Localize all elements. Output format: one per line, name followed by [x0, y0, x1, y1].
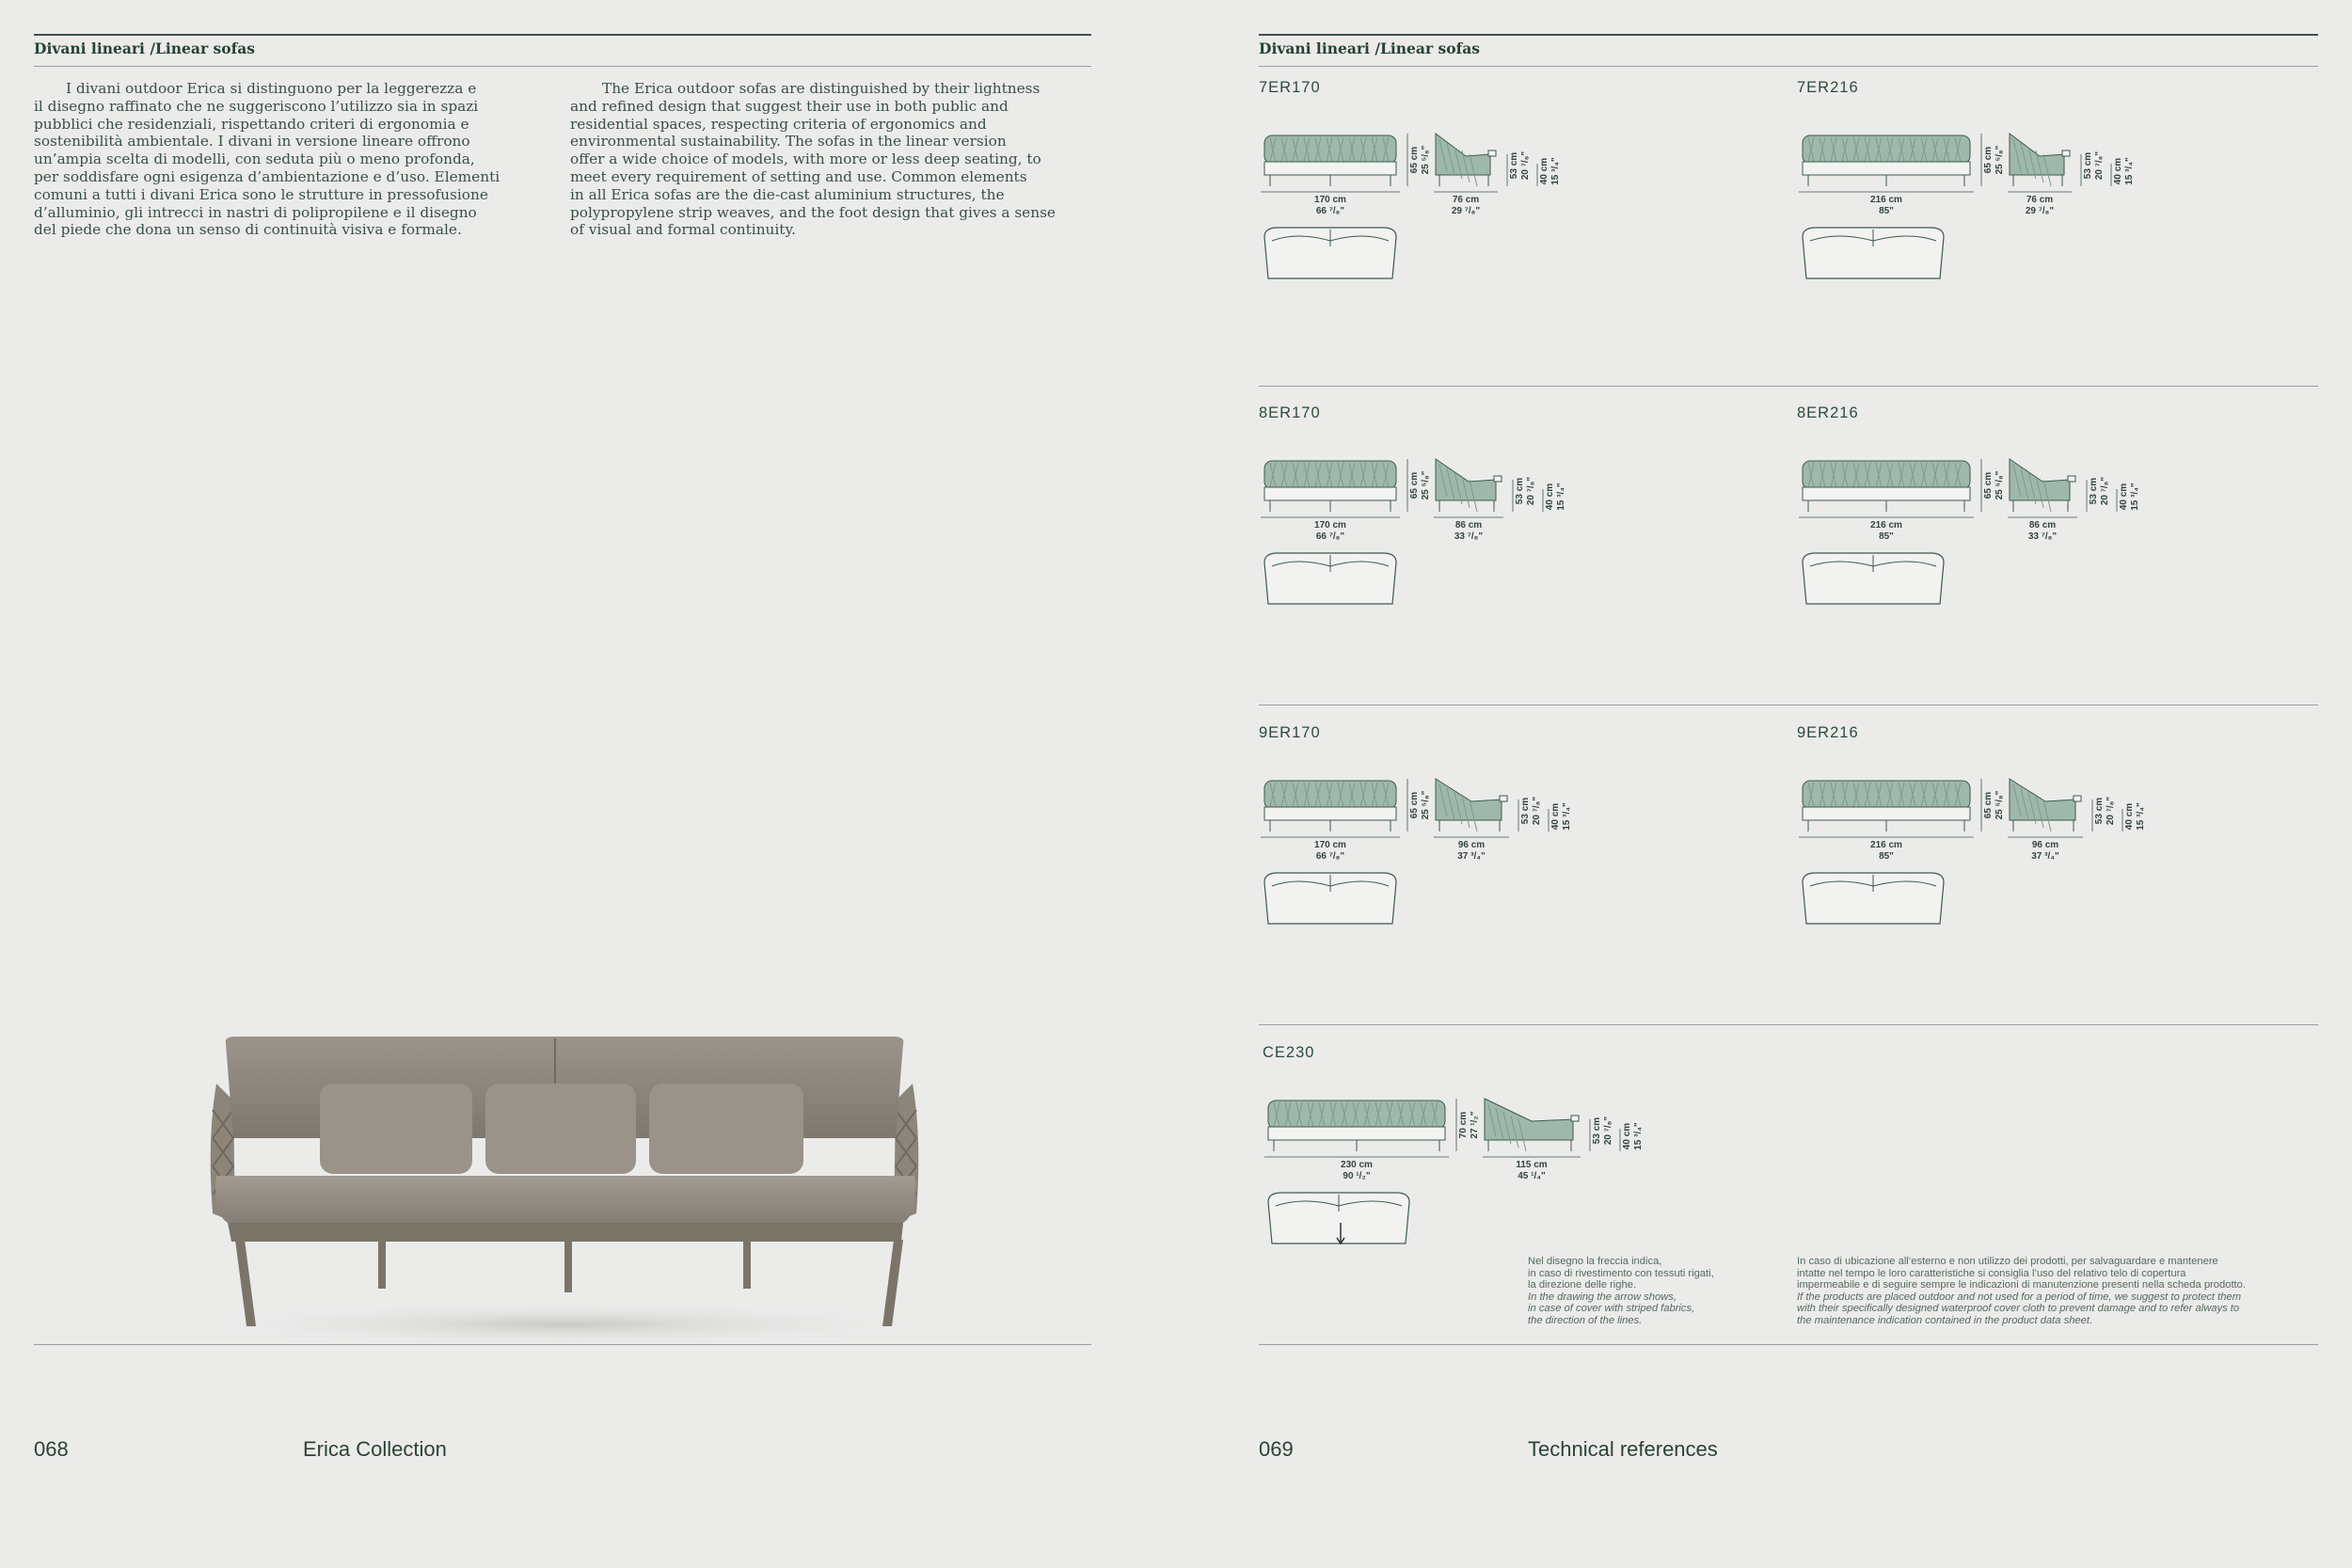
- height-in-label: 25 ⁵/₈": [1421, 790, 1431, 820]
- arm-height-cm-label: 40 cm: [1545, 483, 1555, 511]
- seat-height-in-label: 20 ⁷/₈": [1526, 476, 1536, 506]
- seat-height-cm-label: 53 cm: [2083, 151, 2093, 180]
- height-in-label: 25 ⁵/₈": [1421, 145, 1431, 175]
- depth-in-label: 29 ⁷/₈": [2025, 206, 2055, 216]
- arm-height-in-label: 15 ³/₄": [1633, 1122, 1644, 1150]
- section-title-left: Divani lineari /Linear sofas: [34, 40, 256, 57]
- intro-text-italian: I divani outdoor Erica si distinguono per la leggerezza e il disegno raffinato che ne suggeriscono l’utilizzo sia in spazi pubblici che residenziali, rispettando criteri di ergonomia e sostenibilità ambientale. I divani in versione lineare offrono un’ampia scelta di modelli, con seduta più o meno profonda, per soddisfare ogni esigenza d’ambientazione e d’uso. Elementi comuni a tutti i divani Erica sono le strutture in pressofusione d’alluminio, gli intrecci in nastri di polipropilene e il disegno del piede che dona un senso di continuità visiva e formale.: [34, 80, 501, 239]
- product-code: CE230: [1263, 1044, 1315, 1061]
- row-rule-4: [1259, 1344, 2318, 1345]
- product-technical-drawing: [1259, 105, 1599, 322]
- front-view-back: [1803, 461, 1970, 489]
- width-in-label: 90 ¹/₂": [1343, 1171, 1371, 1181]
- care-note: [1797, 1256, 2324, 1327]
- seat-height-cm-label: 53 cm: [1515, 477, 1525, 505]
- depth-in-label: 29 ⁷/₈": [1451, 206, 1481, 216]
- depth-cm-label: 86 cm: [2028, 520, 2057, 531]
- row-rule-3: [1259, 1024, 2318, 1025]
- width-in-label: 66 ⁷/₈": [1315, 851, 1345, 862]
- height-in-label: 27 ¹/₂": [1470, 1111, 1480, 1139]
- arm-height-in-label: 15 ³/₄": [1556, 483, 1566, 511]
- height-cm-label: 65 cm: [1983, 471, 1994, 499]
- product-block: [1259, 724, 1572, 862]
- title-rule-right: [1259, 66, 2318, 67]
- height-cm-label: 65 cm: [1409, 471, 1420, 499]
- side-view-arm: [2068, 476, 2075, 482]
- product-technical-drawing: [1263, 1070, 1682, 1287]
- height-cm-label: 65 cm: [1983, 791, 1994, 819]
- arrow-note-italian: Nel disegno la freccia indica, in caso di rivestimento con tessuti rigati, la direzione delle righe.: [1528, 1256, 1714, 1291]
- front-view-seat: [1803, 487, 1970, 500]
- top-rule-right: [1259, 34, 2318, 36]
- bottom-rule-left: [34, 1344, 1091, 1345]
- product-technical-drawing: [1797, 431, 2179, 647]
- arm-height-in-label: 15 ³/₄": [2124, 157, 2135, 185]
- page-number-left: 068: [34, 1437, 69, 1461]
- arm-height-in-label: 15 ³/₄": [2136, 802, 2146, 831]
- width-in-label: 66 ⁷/₈": [1315, 206, 1345, 216]
- care-note-english: If the products are placed outdoor and not used for a period of time, we suggest to protect them with their specifically designed waterproof cover cloth to prevent damage and to refer always to the maintenance indication contained in the product data sheet.: [1797, 1291, 2242, 1326]
- depth-cm-label: 96 cm: [2031, 840, 2059, 850]
- product-code: 9ER170: [1259, 724, 1321, 741]
- depth-in-label: 33 ⁷/₈": [1454, 531, 1484, 542]
- depth-cm-label: 96 cm: [1457, 840, 1486, 850]
- width-cm-label: 170 cm: [1314, 195, 1346, 205]
- product-code: 8ER216: [1797, 404, 1859, 421]
- front-view-seat: [1803, 162, 1970, 175]
- depth-cm-label: 86 cm: [1454, 520, 1483, 531]
- arm-height-cm-label: 40 cm: [2119, 483, 2129, 511]
- product-code: 8ER170: [1259, 404, 1321, 421]
- product-technical-drawing: [1797, 105, 2173, 322]
- seat-height-in-label: 20 ⁷/₈": [1520, 150, 1531, 181]
- depth-in-label: 37 ³/₄": [2031, 851, 2059, 862]
- depth-in-label: 45 ¹/₄": [1518, 1171, 1546, 1181]
- height-cm-label: 65 cm: [1409, 146, 1420, 174]
- arm-height-cm-label: 40 cm: [1539, 157, 1549, 185]
- side-view-arm: [1494, 476, 1502, 482]
- depth-cm-label: 76 cm: [1452, 195, 1480, 205]
- seat-height-cm-label: 53 cm: [1520, 797, 1531, 825]
- depth-in-label: 37 ³/₄": [1457, 851, 1486, 862]
- seat-height-in-label: 20 ⁷/₈": [1532, 796, 1542, 826]
- seat-height-cm-label: 53 cm: [1509, 151, 1519, 180]
- side-view-arm: [1488, 150, 1496, 156]
- height-in-label: 25 ⁵/₈": [1421, 470, 1431, 500]
- page-number-right: 069: [1259, 1437, 1294, 1461]
- side-view-body: [2010, 459, 2070, 500]
- product-block: [1797, 79, 2135, 216]
- front-view-seat: [1264, 487, 1396, 500]
- side-view-arm: [1571, 1116, 1579, 1121]
- width-cm-label: 216 cm: [1870, 840, 1902, 850]
- front-view-seat: [1803, 807, 1970, 820]
- seat-height-in-label: 20 ⁷/₈": [1603, 1116, 1613, 1146]
- side-view-body: [1485, 1099, 1573, 1140]
- front-view-seat: [1264, 807, 1396, 820]
- height-cm-label: 65 cm: [1409, 791, 1420, 819]
- depth-in-label: 33 ⁷/₈": [2027, 531, 2058, 542]
- section-title-right: Divani lineari /Linear sofas: [1259, 40, 1481, 57]
- product-block: [1263, 1044, 1644, 1181]
- height-cm-label: 65 cm: [1983, 146, 1994, 174]
- arm-height-cm-label: 40 cm: [2124, 802, 2135, 831]
- side-view-body: [2010, 779, 2075, 820]
- arm-height-in-label: 15 ³/₄": [1550, 157, 1561, 185]
- seat-height-cm-label: 53 cm: [1592, 1117, 1602, 1145]
- width-in-label: 85": [1879, 206, 1894, 216]
- product-code: 7ER170: [1259, 79, 1321, 96]
- height-cm-label: 70 cm: [1458, 1111, 1469, 1139]
- product-block: [1797, 404, 2140, 542]
- width-in-label: 66 ⁷/₈": [1315, 531, 1345, 542]
- width-in-label: 85": [1879, 531, 1894, 542]
- depth-cm-label: 76 cm: [2026, 195, 2054, 205]
- intro-text-english: The Erica outdoor sofas are distinguished by their lightness and refined design that suggest their use in both public and residential spaces, respecting criteria of ergonomics and environmental sustainability. The sofas in the linear version offer a wide choice of models, with more or less deep seating, to meet every requirement of setting and use. Common elements in all Erica sofas are the die-cast aluminium structures, the polypropylene strip weaves, and the foot design that gives a sense of visual and formal continuity.: [570, 80, 1056, 239]
- top-rule-left: [34, 34, 1091, 36]
- height-in-label: 25 ⁵/₈": [1994, 790, 2005, 820]
- height-in-label: 25 ⁵/₈": [1994, 470, 2005, 500]
- care-note-italian: In caso di ubicazione all’esterno e non utilizzo dei prodotti, per salvaguardare e mantenere intatte nel tempo le loro caratteristiche si consiglia l’uso del relativo telo di copertura impermeabile e di seguire sempre le indicazioni di manutenzione presenti nella scheda prodotto.: [1797, 1256, 2246, 1291]
- side-view-arm: [2062, 150, 2070, 156]
- product-code: 7ER216: [1797, 79, 1859, 96]
- arm-height-cm-label: 40 cm: [1622, 1122, 1632, 1150]
- product-code: 9ER216: [1797, 724, 1859, 741]
- width-in-label: 85": [1879, 851, 1894, 862]
- front-view-back: [1803, 135, 1970, 164]
- height-in-label: 25 ⁵/₈": [1994, 145, 2005, 175]
- product-technical-drawing: [1797, 751, 2185, 967]
- title-rule-left: [34, 66, 1091, 67]
- side-view-body: [1436, 459, 1496, 500]
- seat-height-in-label: 20 ⁷/₈": [2106, 796, 2116, 826]
- arrow-note-english: In the drawing the arrow shows, in case of cover with striped fabrics, the direction of the lines.: [1528, 1291, 1695, 1326]
- width-cm-label: 170 cm: [1314, 840, 1346, 850]
- arm-height-in-label: 15 ³/₄": [2130, 483, 2140, 511]
- arrow-note: [1528, 1256, 1810, 1327]
- depth-cm-label: 115 cm: [1516, 1160, 1548, 1170]
- seat-height-in-label: 20 ⁷/₈": [2100, 476, 2110, 506]
- footer-title-right: Technical references: [1528, 1437, 1718, 1461]
- product-block: [1259, 404, 1566, 542]
- seat-height-cm-label: 53 cm: [2094, 797, 2105, 825]
- front-view-back: [1803, 781, 1970, 809]
- width-cm-label: 216 cm: [1870, 520, 1902, 531]
- arm-height-cm-label: 40 cm: [1550, 802, 1561, 831]
- front-view-back: [1268, 1101, 1445, 1129]
- arm-height-cm-label: 40 cm: [2113, 157, 2123, 185]
- front-view-seat: [1268, 1127, 1445, 1140]
- row-rule-1: [1259, 386, 2318, 387]
- product-block: [1797, 724, 2146, 862]
- width-cm-label: 230 cm: [1341, 1160, 1373, 1170]
- seat-height-cm-label: 53 cm: [2089, 477, 2099, 505]
- footer-title-left: Erica Collection: [303, 1437, 447, 1461]
- width-cm-label: 170 cm: [1314, 520, 1346, 531]
- width-cm-label: 216 cm: [1870, 195, 1902, 205]
- product-block: [1259, 79, 1561, 216]
- product-technical-drawing: [1259, 431, 1605, 647]
- product-technical-drawing: [1259, 751, 1611, 967]
- erica-sofa-photo: [179, 1025, 950, 1350]
- arm-height-in-label: 15 ³/₄": [1562, 802, 1572, 831]
- side-view-arm: [2074, 796, 2081, 801]
- side-view-body: [1436, 779, 1502, 820]
- side-view-arm: [1500, 796, 1507, 801]
- seat-height-in-label: 20 ⁷/₈": [2094, 150, 2105, 181]
- front-view-seat: [1264, 162, 1396, 175]
